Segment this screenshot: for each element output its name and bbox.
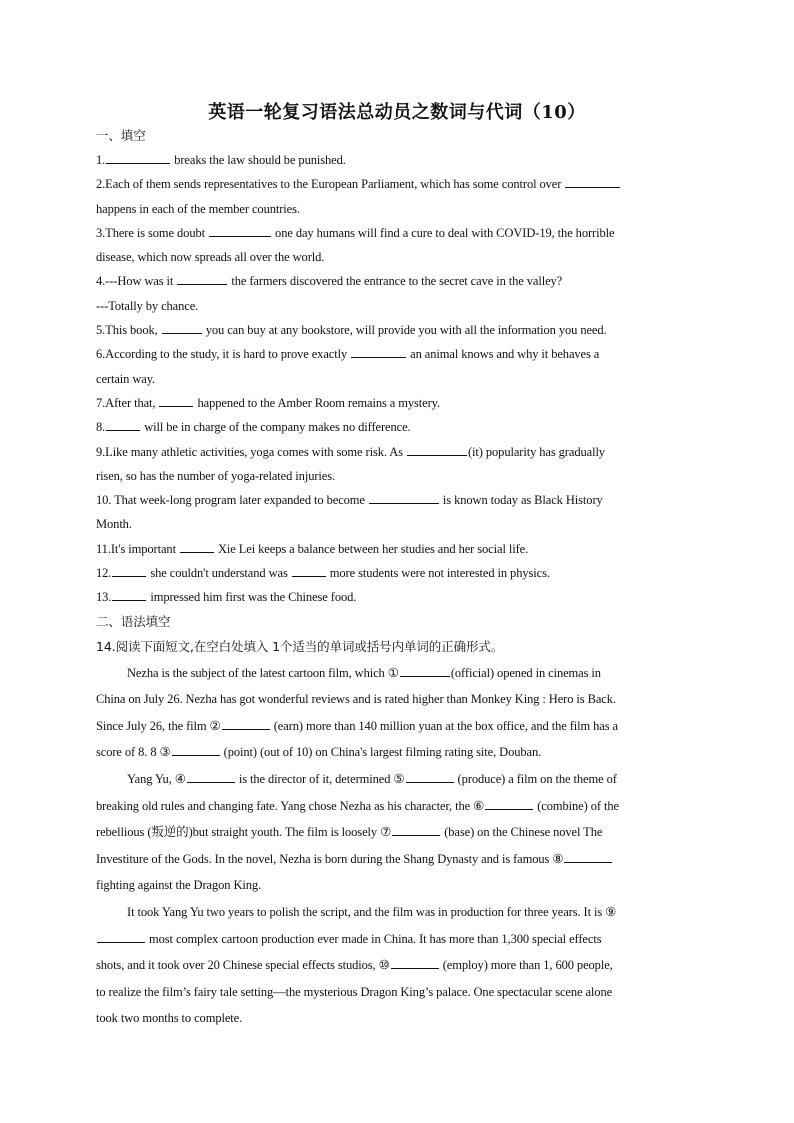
question-text: happened to the Amber Room remains a mystery.	[194, 395, 441, 410]
question-line	[96, 148, 696, 172]
passage-line	[96, 660, 696, 687]
answer-blank[interactable]	[391, 956, 439, 969]
answer-blank[interactable]	[292, 564, 326, 577]
question-text: 3.There is some doubt	[96, 225, 209, 240]
answer-blank[interactable]	[406, 770, 454, 783]
passage-text: most complex cartoon production ever made in China. It has more than 1,300 special effects	[146, 931, 602, 946]
passage-line	[96, 1005, 696, 1032]
question-text: 4.---How was it	[96, 274, 177, 289]
question-text: is known today as Black History	[439, 493, 603, 508]
passage-text: Since July 26, the film ②	[96, 718, 221, 733]
question-text: 9.Like many athletic activities, yoga comes with some risk. As	[96, 444, 406, 459]
question-line	[96, 221, 696, 245]
question-line	[96, 537, 696, 561]
passage-text: It took Yang Yu two years to polish the script, and the film was in production for three years. It is ⑨	[127, 904, 617, 919]
question-text: risen, so has the number of yoga-related injuries.	[96, 468, 336, 483]
question-line	[96, 342, 696, 366]
question-text: (it) popularity has gradually	[467, 444, 605, 459]
question-text: 8.	[96, 420, 106, 435]
passage-text: Nezha is the subject of the latest cartoon film, which ①	[127, 665, 399, 680]
passage-text: rebellious (叛逆的)but straight youth. The film is loosely ⑦	[96, 825, 392, 840]
question-text: 5.This book,	[96, 323, 161, 338]
section-1-heading: 一、填空	[96, 128, 146, 143]
question-text: Xie Lei keeps a balance between her studies and her social life.	[214, 541, 529, 556]
answer-blank[interactable]	[112, 564, 146, 577]
answer-blank[interactable]	[177, 272, 227, 285]
answer-blank[interactable]	[369, 491, 439, 504]
question-line	[96, 440, 696, 464]
passage-line	[96, 713, 696, 740]
answer-blank[interactable]	[351, 345, 406, 358]
passage	[96, 660, 696, 1032]
answer-blank[interactable]	[222, 717, 270, 730]
question-text: ---Totally by chance.	[96, 298, 199, 313]
passage-line	[96, 979, 696, 1006]
passage-line	[96, 926, 696, 953]
passage-text: (official) opened in cinemas in	[450, 665, 601, 680]
answer-blank[interactable]	[106, 418, 140, 431]
passage-text: to realize the film’s fairy tale setting—the mysterious Dragon King’s palace. One spectacular scene alone	[96, 984, 613, 999]
question-text: the farmers discovered the entrance to the secret cave in the valley?	[228, 274, 563, 289]
question-text: she couldn't understand was	[147, 566, 291, 581]
question-text: 13.	[96, 590, 112, 605]
passage-text: Investiture of the Gods. In the novel, Nezha is born during the Shang Dynasty and is famous ⑧	[96, 851, 564, 866]
answer-blank[interactable]	[162, 321, 202, 334]
passage-text: shots, and it took over 20 Chinese special effects studios, ⑩	[96, 958, 390, 973]
answer-blank[interactable]	[485, 797, 533, 810]
answer-blank[interactable]	[400, 664, 450, 677]
question-text: 11.It's important	[96, 541, 179, 556]
question-line	[96, 464, 696, 488]
question-line	[96, 488, 696, 512]
passage-line	[96, 846, 696, 873]
question-line	[96, 367, 696, 391]
passage-text: fighting against the Dragon King.	[96, 878, 262, 893]
answer-blank[interactable]	[112, 588, 146, 601]
section-2-instruction: 14.阅读下面短文,在空白处填入 1个适当的单词或括号内单词的正确形式。	[96, 638, 504, 654]
question-text: an animal knows and why it behaves a	[407, 347, 600, 362]
answer-blank[interactable]	[187, 770, 235, 783]
answer-blank[interactable]	[97, 930, 145, 943]
question-text: one day humans will find a cure to deal with COVID-19, the horrible	[272, 225, 615, 240]
passage-text: breaking old rules and changing fate. Yang chose Nezha as his character, the ⑥	[96, 798, 485, 813]
passage-text: (produce) a film on the theme of	[454, 772, 617, 787]
passage-line	[96, 872, 696, 899]
passage-line	[96, 766, 696, 793]
question-line	[96, 318, 696, 342]
question-text: 2.Each of them sends representatives to the European Parliament, which has some control over	[96, 177, 565, 192]
question-line	[96, 197, 696, 221]
question-text: disease, which now spreads all over the world.	[96, 250, 325, 265]
section-1-questions	[96, 148, 696, 610]
passage-text: (employ) more than 1, 600 people,	[439, 958, 613, 973]
question-text: 1.	[96, 153, 106, 167]
answer-blank[interactable]	[564, 850, 612, 863]
passage-text: (point) (out of 10) on China's largest filming rating site, Douban.	[220, 745, 542, 760]
question-line	[96, 561, 696, 585]
passage-line	[96, 819, 696, 846]
answer-blank[interactable]	[392, 823, 440, 836]
answer-blank[interactable]	[106, 151, 170, 164]
question-text: more students were not interested in physics.	[326, 566, 550, 581]
document-title: 英语一轮复习语法总动员之数词与代词（10）	[208, 102, 586, 123]
passage-text: is the director of it, determined ⑤	[235, 772, 405, 787]
document-body	[96, 124, 696, 1032]
answer-blank[interactable]	[407, 443, 467, 456]
passage-text: (base) on the Chinese novel The	[441, 825, 603, 840]
section-2-heading: 二、语法填空	[96, 613, 171, 629]
question-text: 7.After that,	[96, 395, 159, 410]
answer-blank[interactable]	[180, 540, 214, 553]
passage-line	[96, 793, 696, 820]
passage-line	[96, 686, 696, 713]
passage-text: score of 8. 8 ③	[96, 745, 171, 760]
question-text: you can buy at any bookstore, will provide you with all the information you need.	[202, 323, 607, 338]
passage-line	[96, 952, 696, 979]
passage-text: (earn) more than 140 million yuan at the box office, and the film has a	[270, 718, 618, 733]
answer-blank[interactable]	[209, 224, 271, 237]
question-line	[96, 391, 696, 415]
passage-text: Yang Yu, ④	[127, 772, 186, 787]
passage-text: (combine) of the	[534, 798, 619, 813]
question-text: happens in each of the member countries.	[96, 201, 300, 216]
answer-blank[interactable]	[565, 175, 620, 188]
question-line	[96, 512, 696, 536]
question-text: will be in charge of the company makes no difference.	[141, 420, 411, 435]
question-line	[96, 172, 696, 196]
question-text: breaks the law should be punished.	[171, 153, 346, 167]
question-text: 10. That week-long program later expanded to become	[96, 493, 368, 508]
passage-text: China on July 26. Nezha has got wonderful reviews and is rated higher than Monkey King : Hero is Back.	[96, 692, 616, 707]
question-text: impressed him first was the Chinese food.	[147, 590, 357, 605]
question-text: certain way.	[96, 371, 156, 386]
question-line	[96, 415, 696, 439]
question-text: Month.	[96, 517, 132, 532]
passage-line	[96, 899, 696, 926]
passage-text: took two months to complete.	[96, 1011, 243, 1026]
passage-line	[96, 739, 696, 766]
question-text: 12.	[96, 566, 112, 581]
question-line	[96, 269, 696, 293]
answer-blank[interactable]	[172, 743, 220, 756]
answer-blank[interactable]	[159, 394, 193, 407]
question-text: 6.According to the study, it is hard to prove exactly	[96, 347, 351, 362]
question-line	[96, 585, 696, 609]
question-line	[96, 245, 696, 269]
question-line	[96, 294, 696, 318]
